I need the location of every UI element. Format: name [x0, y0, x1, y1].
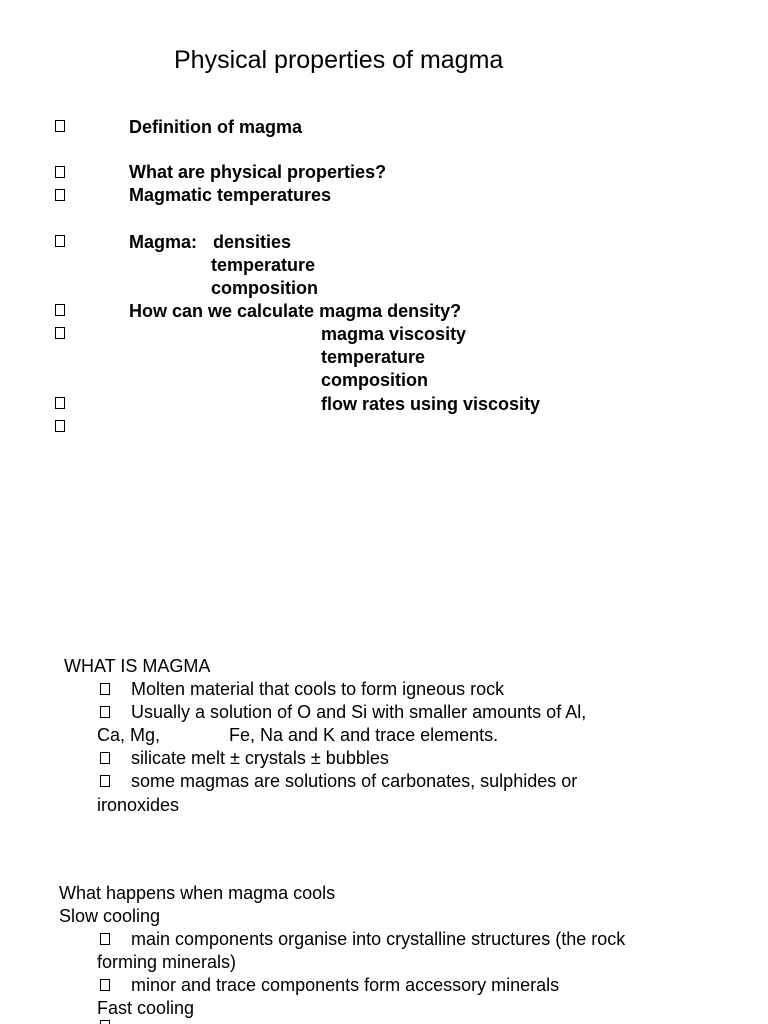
what-is-item-3: silicate melt ± crystals ± bubbles [131, 748, 389, 768]
bullet-box-icon [55, 420, 65, 432]
outline-composition-2: composition [321, 370, 428, 390]
section-heading-what-is-magma: WHAT IS MAGMA [64, 656, 211, 676]
bullet-box-icon [100, 933, 110, 945]
what-is-item-4-line-2: ironoxides [97, 795, 180, 815]
outline-temperature-2: temperature [321, 347, 426, 367]
what-is-item-1: Molten material that cools to form igneous rock [131, 679, 505, 699]
bullet-box-icon [55, 327, 65, 339]
outline-viscosity: magma viscosity [321, 324, 467, 344]
bullet-box-icon [100, 752, 110, 764]
subheading-fast-cooling: Fast cooling [97, 998, 195, 1018]
outline-definition: Definition of magma [129, 117, 303, 137]
bullet-box-icon [100, 1020, 110, 1024]
what-is-item-2-line-2a: Ca, Mg, [97, 725, 161, 745]
outline-composition: composition [211, 278, 318, 298]
bullet-box-icon [55, 235, 65, 247]
section-heading-cooling: What happens when magma cools [59, 883, 336, 903]
bullet-box-icon [55, 120, 65, 132]
slow-item-1-line-1: main components organise into crystalline structures (the rock [131, 929, 626, 949]
bullet-box-icon [100, 775, 110, 787]
bullet-box-icon [55, 397, 65, 409]
page-title: Physical properties of magma [174, 46, 504, 74]
slow-item-1-line-2: forming minerals) [97, 952, 237, 972]
outline-temperature: temperature [211, 255, 316, 275]
bullet-box-icon [55, 304, 65, 316]
outline-densities: densities [213, 232, 292, 252]
what-is-item-2-line-2b: Fe, Na and K and trace elements. [229, 725, 499, 745]
outline-temperatures: Magmatic temperatures [129, 185, 332, 205]
slow-item-2: minor and trace components form accessory minerals [131, 975, 560, 995]
what-is-item-4-line-1: some magmas are solutions of carbonates, sulphides or [131, 771, 578, 791]
bullet-box-icon [55, 166, 65, 178]
subheading-slow-cooling: Slow cooling [59, 906, 161, 926]
outline-magma-label: Magma: [129, 232, 198, 252]
bullet-box-icon [100, 706, 110, 718]
bullet-box-icon [100, 683, 110, 695]
what-is-item-2-line-1: Usually a solution of O and Si with smaller amounts of Al, [131, 702, 587, 722]
outline-flow-rates: flow rates using viscosity [321, 394, 541, 414]
bullet-box-icon [100, 979, 110, 991]
outline-physical-properties: What are physical properties? [129, 162, 387, 182]
bullet-box-icon [55, 189, 65, 201]
outline-calc-density: How can we calculate magma density? [129, 301, 462, 321]
